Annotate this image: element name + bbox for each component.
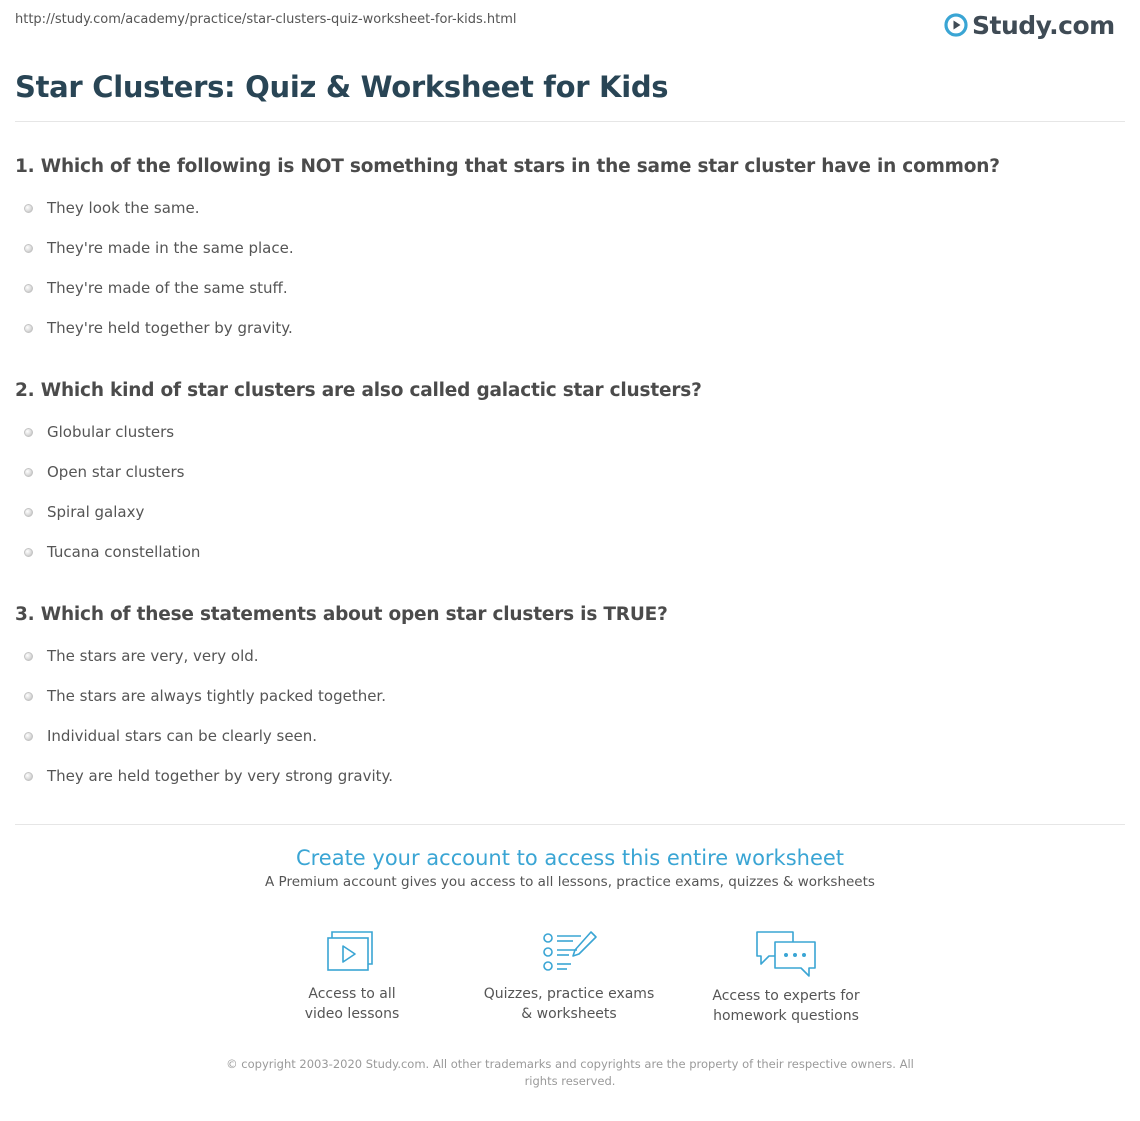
- answer-label: Individual stars can be clearly seen.: [47, 727, 318, 745]
- question-text: 1. Which of the following is NOT something that stars in the same star cluster have in common?: [15, 156, 1000, 177]
- answer-option[interactable]: [15, 676, 1125, 716]
- feature-label-line1: Quizzes, practice exams: [483, 986, 655, 1002]
- radio-button[interactable]: [24, 428, 33, 437]
- answer-option[interactable]: [15, 532, 1125, 572]
- answer-label: They're made of the same stuff.: [47, 279, 288, 297]
- answer-label: Open star clusters: [47, 463, 185, 481]
- question-3: [15, 600, 1125, 796]
- answer-label: Spiral galaxy: [47, 503, 145, 521]
- radio-button[interactable]: [24, 284, 33, 293]
- study-logo[interactable]: [944, 9, 1115, 41]
- play-circle-icon: [944, 13, 968, 37]
- answer-list: [15, 188, 1125, 348]
- feature-experts: [696, 928, 876, 1026]
- feature-label-line2: video lessons: [304, 1006, 400, 1022]
- copyright-text: © copyright 2003-2020 Study.com. All other trademarks and copyrights are the property of their respective owners. All rights reserved.: [226, 1057, 914, 1088]
- feature-label-line1: Access to experts for: [712, 988, 860, 1004]
- answer-label: The stars are always tightly packed together.: [47, 687, 386, 705]
- page-title: Star Clusters: Quiz & Worksheet for Kids: [15, 70, 669, 104]
- feature-video-lessons: [262, 928, 442, 1024]
- answer-option[interactable]: [15, 188, 1125, 228]
- answer-option[interactable]: [15, 636, 1125, 676]
- quiz-checklist-icon: [539, 928, 599, 976]
- radio-button[interactable]: [24, 508, 33, 517]
- logo-text: Study.com: [972, 10, 1115, 40]
- feature-label: [262, 984, 442, 1024]
- question-1: [15, 152, 1125, 348]
- answer-label: The stars are very, very old.: [47, 647, 259, 665]
- answer-label: Globular clusters: [47, 423, 175, 441]
- question-text: 2. Which kind of star clusters are also called galactic star clusters?: [15, 380, 702, 401]
- feature-label-line1: Access to all: [308, 986, 396, 1002]
- chat-experts-icon: [753, 928, 819, 978]
- answer-option[interactable]: [15, 268, 1125, 308]
- feature-label-line2: & worksheets: [521, 1006, 617, 1022]
- radio-button[interactable]: [24, 468, 33, 477]
- answer-label: They look the same.: [47, 199, 200, 217]
- answer-list: [15, 636, 1125, 796]
- question-text: 3. Which of these statements about open star clusters is TRUE?: [15, 604, 668, 625]
- answer-option[interactable]: [15, 756, 1125, 796]
- answer-option[interactable]: [15, 716, 1125, 756]
- radio-button[interactable]: [24, 548, 33, 557]
- radio-button[interactable]: [24, 732, 33, 741]
- answer-option[interactable]: [15, 308, 1125, 348]
- feature-quizzes: [479, 928, 659, 1024]
- question-2: [15, 376, 1125, 572]
- answer-option[interactable]: [15, 452, 1125, 492]
- answer-label: Tucana constellation: [47, 543, 201, 561]
- feature-label-line2: homework questions: [713, 1008, 859, 1024]
- radio-button[interactable]: [24, 772, 33, 781]
- answer-label: They are held together by very strong gravity.: [47, 767, 394, 785]
- answer-list: [15, 412, 1125, 572]
- radio-button[interactable]: [24, 652, 33, 661]
- answer-option[interactable]: [15, 412, 1125, 452]
- feature-label: [696, 986, 876, 1026]
- answer-option[interactable]: [15, 228, 1125, 268]
- answer-label: They're made in the same place.: [47, 239, 294, 257]
- video-lessons-icon: [324, 928, 380, 976]
- radio-button[interactable]: [24, 692, 33, 701]
- radio-button[interactable]: [24, 244, 33, 253]
- title-divider: [15, 121, 1125, 122]
- cta-divider: [15, 824, 1125, 825]
- feature-label: [479, 984, 659, 1024]
- radio-button[interactable]: [24, 324, 33, 333]
- answer-label: They're held together by gravity.: [47, 319, 293, 337]
- page-url: http://study.com/academy/practice/star-clusters-quiz-worksheet-for-kids.html: [15, 12, 517, 27]
- answer-option[interactable]: [15, 492, 1125, 532]
- cta-title-link[interactable]: Create your account to access this entire worksheet: [295, 846, 845, 870]
- radio-button[interactable]: [24, 204, 33, 213]
- cta-block: [0, 846, 1140, 890]
- cta-subtitle: A Premium account gives you access to all lessons, practice exams, quizzes & worksheets: [265, 874, 875, 890]
- premium-features: [0, 928, 1140, 1038]
